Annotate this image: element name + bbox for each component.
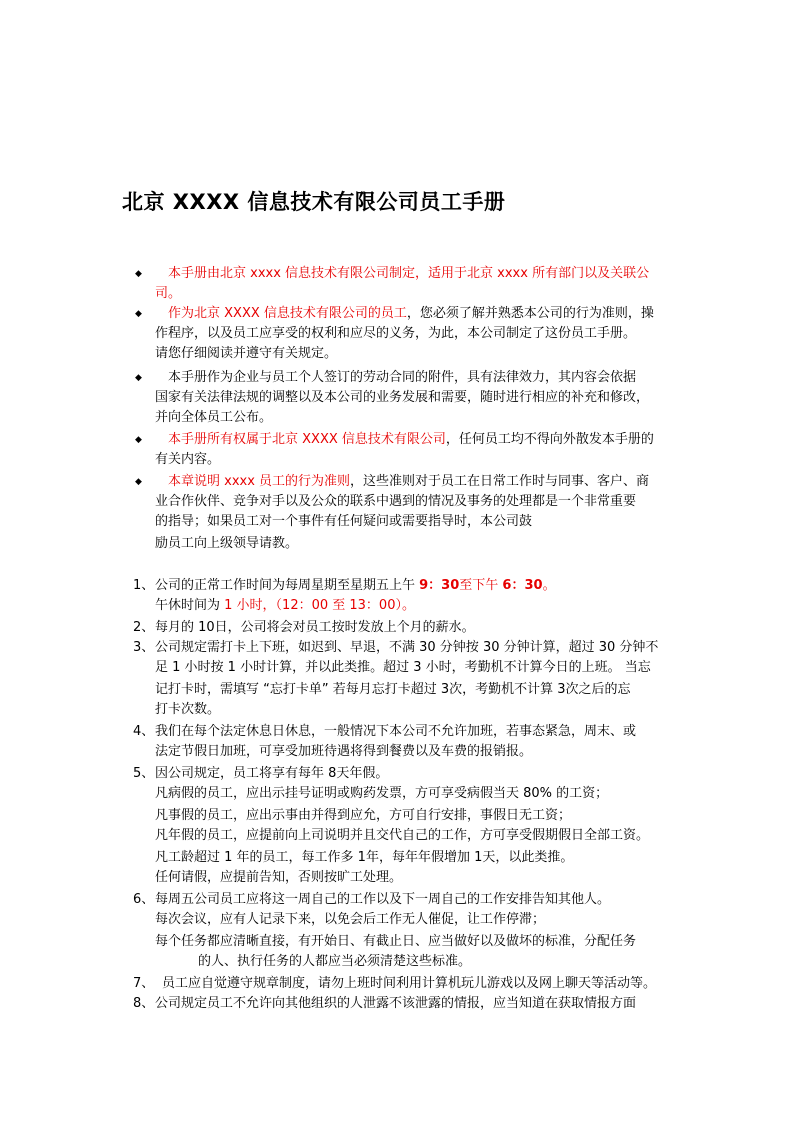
rule-6-line-4: 的人、执行任务的人都应当必须清楚这些标准。 bbox=[198, 954, 472, 969]
rule-6-line-3: 每个任务都应清晰直接，有开始日、有截止日、应当做好以及做坏的标准，分配任务 bbox=[155, 934, 637, 949]
rule-6-line-2: 每次会议，应有人记录下来，以免会后工作无人催促，让工作停滞； bbox=[155, 912, 546, 927]
bullet-4-highlight: 本手册所有权属于北京 XXXX 信息技术有限公司 bbox=[168, 432, 446, 447]
rule-1-line-2 bbox=[155, 596, 415, 616]
diamond-bullet-icon: ◆ bbox=[135, 435, 142, 445]
rule-5-line-5: 凡工龄超过 1 年的员工，每工作多 1年，每年年假增加 1天，以此类推。 bbox=[155, 850, 574, 865]
bullet-4-line-1 bbox=[168, 430, 654, 450]
rule-3-line-4: 打卡次数。 bbox=[155, 702, 221, 717]
rule-number: 6、 bbox=[133, 892, 155, 907]
rule-3-line-1: 公司规定需打卡上下班，如迟到、早退，不满 30 分钟按 30 分钟计算，超过 30 分钟不 bbox=[155, 640, 659, 655]
rule-number: 5、 bbox=[133, 766, 155, 781]
bullet-1-line-1: 本手册由北京 xxxx 信息技术有限公司制定，适用于北京 xxxx 所有部门以及关联公 bbox=[168, 266, 650, 281]
rule-4-line-2: 法定节假日加班，可享受加班待遇将得到餐费以及车费的报销报。 bbox=[155, 744, 533, 759]
bullet-2-text: ，您必须了解并熟悉本公司的行为准则，操 bbox=[406, 306, 654, 321]
diamond-bullet-icon: ◆ bbox=[135, 269, 142, 279]
rule-1-text: 公司的正常工作时间为每周星期至星期五上午 bbox=[155, 578, 420, 593]
bullet-3-line-1: 本手册作为企业与员工个人签订的劳动合同的附件，具有法律效力，其内容会依据 bbox=[168, 370, 637, 385]
rule-5-line-1: 因公司规定，员工将享有每年 8天年假。 bbox=[155, 766, 389, 781]
bullet-2-line-3: 请您仔细阅读并遵守有关规定。 bbox=[155, 346, 338, 361]
bullet-1-line-2: 司。 bbox=[155, 286, 182, 301]
rule-5-line-6: 任何请假，应提前告知，否则按旷工处理。 bbox=[155, 870, 403, 885]
bullet-2-line-2: 作程序，以及员工应享受的权利和应尽的义务，为此，本公司制定了这份员工手册。 bbox=[155, 326, 637, 341]
rule-1-lunch-time: 1 小时，（12：00 至 13：00） bbox=[224, 598, 402, 613]
rule-number: 8、 bbox=[133, 996, 155, 1011]
rule-1-end-time: 6：30 bbox=[502, 578, 543, 593]
page-title: 北京 XXXX 信息技术有限公司员工手册 bbox=[122, 190, 506, 214]
bullet-5-line-3: 的指导；如果员工对一个事件有任何疑问或需要指导时，本公司鼓 bbox=[155, 514, 533, 529]
rule-5-line-2: 凡病假的员工，应出示挂号证明或购药发票，方可享受病假当天 80% 的工资； bbox=[155, 786, 609, 801]
diamond-bullet-icon: ◆ bbox=[135, 309, 142, 319]
rule-1-period: 。 bbox=[542, 578, 556, 593]
rule-number: 2、 bbox=[133, 620, 155, 635]
rule-1-to: 至下午 bbox=[459, 578, 503, 593]
bullet-3-line-3: 并向全体员工公布。 bbox=[155, 410, 273, 425]
rule-2-line-1: 每月的 10日，公司将会对员工按时发放上个月的薪水。 bbox=[155, 620, 475, 635]
rule-3-line-3: 记打卡时，需填写 “忘打卡单” 若每月忘打卡超过 3次，考勤机不计算 3次之后的忘 bbox=[155, 682, 631, 697]
rule-number: 7、 bbox=[133, 976, 155, 991]
rule-1-lunch-end: 。 bbox=[401, 598, 415, 613]
rule-1-line-1 bbox=[155, 576, 556, 596]
bullet-5-line-1 bbox=[168, 472, 649, 492]
bullet-2-highlight: 作为北京 XXXX 信息技术有限公司的员工 bbox=[168, 306, 407, 321]
rule-1-lunch-text: 午休时间为 bbox=[155, 598, 225, 613]
rule-number: 3、 bbox=[133, 640, 155, 655]
rule-5-line-3: 凡事假的员工，应出示事由并得到应允，方可自行安排，事假日无工资； bbox=[155, 808, 572, 823]
rule-4-line-1: 我们在每个法定休息日休息，一般情况下本公司不允许加班，若事态紧急，周末、或 bbox=[155, 724, 637, 739]
bullet-5-highlight: 本章说明 xxxx 员工的行为准则 bbox=[168, 474, 351, 489]
rule-number: 4、 bbox=[133, 724, 155, 739]
rule-8-line-1: 公司规定员工不允许向其他组织的人泄露不该泄露的情报，应当知道在获取情报方面 bbox=[155, 996, 637, 1011]
rule-3-line-2: 足 1 小时按 1 小时计算，并以此类推。超过 3 小时，考勤机不计算今日的上班。 当忘 bbox=[155, 660, 651, 675]
rule-number: 1、 bbox=[133, 578, 155, 593]
bullet-3-line-2: 国家有关法律法规的调整以及本公司的业务发展和需要，随时进行相应的补充和修改， bbox=[155, 390, 650, 405]
rule-1-start-time: 9：30 bbox=[419, 578, 460, 593]
bullet-2-line-1 bbox=[168, 304, 654, 324]
bullet-4-text: ，任何员工均不得向外散发本手册的 bbox=[445, 432, 654, 447]
bullet-5-text: ，这些准则对于员工在日常工作时与同事、客户、商 bbox=[350, 474, 650, 489]
bullet-4-line-2: 有关内容。 bbox=[155, 452, 221, 467]
diamond-bullet-icon: ◆ bbox=[135, 477, 142, 487]
rule-6-line-1: 每周五公司员工应将这一周自己的工作以及下一周自己的工作安排告知其他人。 bbox=[155, 892, 611, 907]
bullet-5-line-2: 业合作伙伴、竞争对手以及公众的联系中遇到的情况及事务的处理都是一个非常重要 bbox=[155, 494, 637, 509]
rule-5-line-4: 凡年假的员工，应提前向上司说明并且交代自己的工作，方可享受假期假日全部工资。 bbox=[155, 828, 650, 843]
rule-7-line-1: 员工应自觉遵守规章制度，请勿上班时间利用计算机玩儿游戏以及网上聊天等活动等。 bbox=[162, 976, 657, 991]
bullet-5-line-4: 励员工向上级领导请教。 bbox=[155, 536, 299, 551]
diamond-bullet-icon: ◆ bbox=[135, 373, 142, 383]
